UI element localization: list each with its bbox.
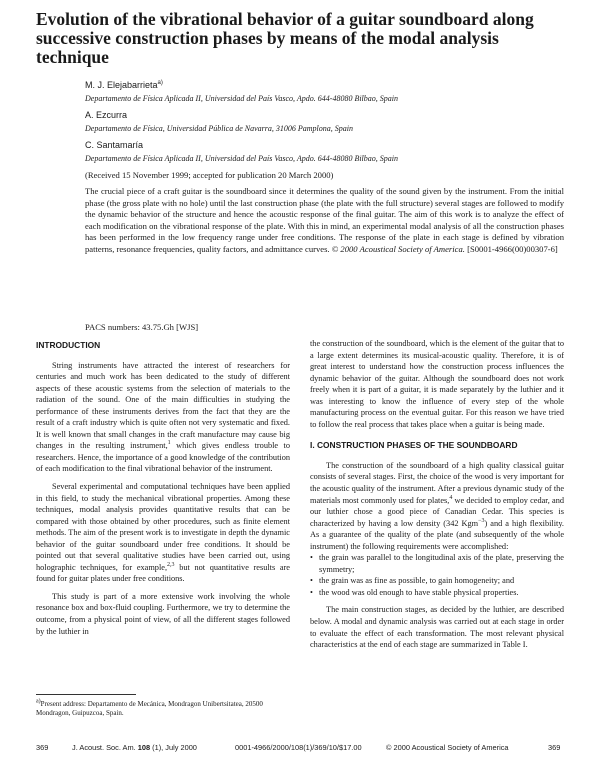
list-item: • the grain was as fine as possible, to gain homogeneity; and — [319, 575, 564, 587]
text: (1), July 2000 — [150, 743, 197, 752]
text: we decided to employ cedar, and our luthier chose a good piece of Canadian Cedar. This species is characterized by having a low density (342 Kgm — [310, 495, 564, 528]
author-1 — [85, 80, 163, 90]
footer-society: © 2000 Acoustical Society of America — [386, 743, 509, 752]
text: String instruments have attracted the interest of researchers for centuries and much work has been dedicated to the study of different aspects of these acoustic systems from the selection of materials to the radiation of the sound. One of the main difficulties in studying the performance of these instruments derives from the fact that they are the result of a craft industry which is quite often not very systematic and fixed. It is well known that small changes in the craft manufacture may cause big changes in the resulting instrument, — [36, 360, 290, 451]
text: which gives endless trouble to researchers. Hence, the importance of a good knowledge of the contribution of each modification to the final vibrational behavior of the instrument. — [36, 441, 290, 474]
footnote-text: Present address: Departamento de Mecánica, Mondragon Unibertsitatea, 20500 Mondragon, Guipuzcoa, Spain. — [36, 700, 263, 717]
author-name: M. J. Elejabarrieta — [85, 80, 158, 90]
volume: 108 — [137, 743, 151, 752]
citation[interactable]: 1 — [167, 440, 171, 447]
footer-journal — [72, 743, 197, 752]
intro-paragraph-1 — [36, 360, 290, 475]
right-column — [310, 338, 564, 651]
citation[interactable]: 2,3 — [167, 562, 175, 569]
pacs-numbers: PACS numbers: 43.75.Gh [WJS] — [85, 322, 199, 332]
author-note-mark: a) — [157, 80, 163, 86]
affiliation-2: Departamento de Física, Universidad Pública de Navarra, 31006 Pamplona, Spain — [85, 124, 353, 133]
intro-heading: INTRODUCTION — [36, 340, 101, 350]
requirements-list — [310, 552, 564, 598]
footnote — [36, 700, 286, 718]
abstract-text: The crucial piece of a craft guitar is the soundboard since it determines the quality of the sound given by the instrument. From the initial phase (the gross plate with no hole) until the last construction phase (the plate with the full structure) several stages are followed to modify the dynamic behavior of the structure and hence the acoustic response of the final guitar. The aim of this work is to analyze the effect of each modification on the vibrational response of the plate. With this in mind, an experimental modal analysis of all the construction phases has been performed in the low frequency range under free conditions. The response of the plate in each stage is defined by vibration patterns, resonance frequencies, quality factors, and admittance curves. — [85, 186, 564, 254]
author-name: A. Ezcurra — [85, 110, 128, 120]
affiliation-1: Departamento de Física Aplicada II, Universidad del País Vasco, Apdo. 644-48080 Bilbao, Spain — [85, 94, 398, 103]
author-name: C. Santamaría — [85, 140, 144, 150]
affiliation-3: Departamento de Física Aplicada II, Universidad del País Vasco, Apdo. 644-48080 Bilbao, Spain — [85, 154, 398, 163]
intro-paragraph-2 — [36, 481, 290, 585]
author-2 — [85, 110, 127, 120]
section-1-heading: I. CONSTRUCTION PHASES OF THE SOUNDBOARD — [310, 440, 518, 451]
exponent: −3 — [478, 517, 485, 524]
footnote-mark: a) — [36, 698, 41, 705]
paper-title: Evolution of the vibrational behavior of a guitar soundboard along successive construction phases by means of the modal analysis technique — [36, 9, 534, 67]
text: J. Acoust. Soc. Am. — [72, 743, 138, 752]
footnote-divider — [36, 694, 136, 695]
footer-code: 0001-4966/2000/108(1)/369/10/$17.00 — [235, 743, 362, 752]
list-item: • the wood was old enough to have stable physical properties. — [319, 587, 564, 599]
intro-paragraph-3: This study is part of a more extensive work involving the whole resonance box and box-fluid coupling. Furthermore, we try to determine the outcome, from a physical point of view, of all the different stages followed by the luthier in — [36, 591, 290, 636]
abstract-doi: [S0001-4966(00)00307-6] — [467, 243, 558, 254]
footer-page-right: 369 — [548, 743, 561, 752]
section-1-paragraph-1 — [310, 460, 564, 552]
abstract — [85, 186, 564, 255]
text: but not quantitative results are found for guitar plates under free conditions. — [36, 562, 290, 584]
list-item: • the grain was parallel to the longitudinal axis of the plate, preserving the symmetry; — [319, 552, 564, 575]
intro-paragraph-3-continued: the construction of the soundboard, which is the element of the guitar that to a large extent determines its musical-acoustic quality. Therefore, it is of great interest to understand how the construction process influences the dynamic behavior of the guitar. Although the soundboard does not work freely when it is part of a guitar, it is made separately by the luthier and it was interesting to know the influence of every step of the whole manufacturing process on the eventual guitar. For this reason we have tried to follow the real process that takes place when a guitar is being made. — [310, 339, 564, 429]
left-column — [36, 340, 290, 637]
text: Several experimental and computational techniques have been applied in this field, to study the mechanical vibrational properties. Among these techniques, modal analysis provides quantitative results that can be compared with those obtained by other procedures, such as finite element methods. The aim of the present work is to investigate in depth the dynamic behavior of the guitar soundboard under free conditions. It should be pointed out that several qualitative studies have been carried out, using holographic techniques, for example, — [36, 482, 290, 572]
citation[interactable]: 4 — [449, 494, 453, 501]
abstract-copyright: © 2000 Acoustical Society of America. — [331, 243, 465, 254]
text: ) and a high flexibility. As a guarantee of the quality of the plate (and subsequently of the whole instrument) the following requirements were accomplished: — [310, 518, 564, 551]
section-1-paragraph-2: The main construction stages, as decided by the luthier, are described below. A modal and dynamic analysis was carried out at each stage in order to evaluate the effect of each transformation. The most relevant physical characteristics at the end of each stage are summarized in Table I. — [310, 605, 564, 650]
received-dates: (Received 15 November 1999; accepted for publication 20 March 2000) — [85, 170, 334, 180]
author-3 — [85, 140, 143, 150]
text: The construction of the soundboard of a high quality classical guitar consists of several stages. First, the choice of the wood is very important for the acoustic quality of the instrument. After a previous dynamic study of the materials most commonly used for plates, — [310, 460, 564, 505]
footer-page-left: 369 — [36, 743, 49, 752]
